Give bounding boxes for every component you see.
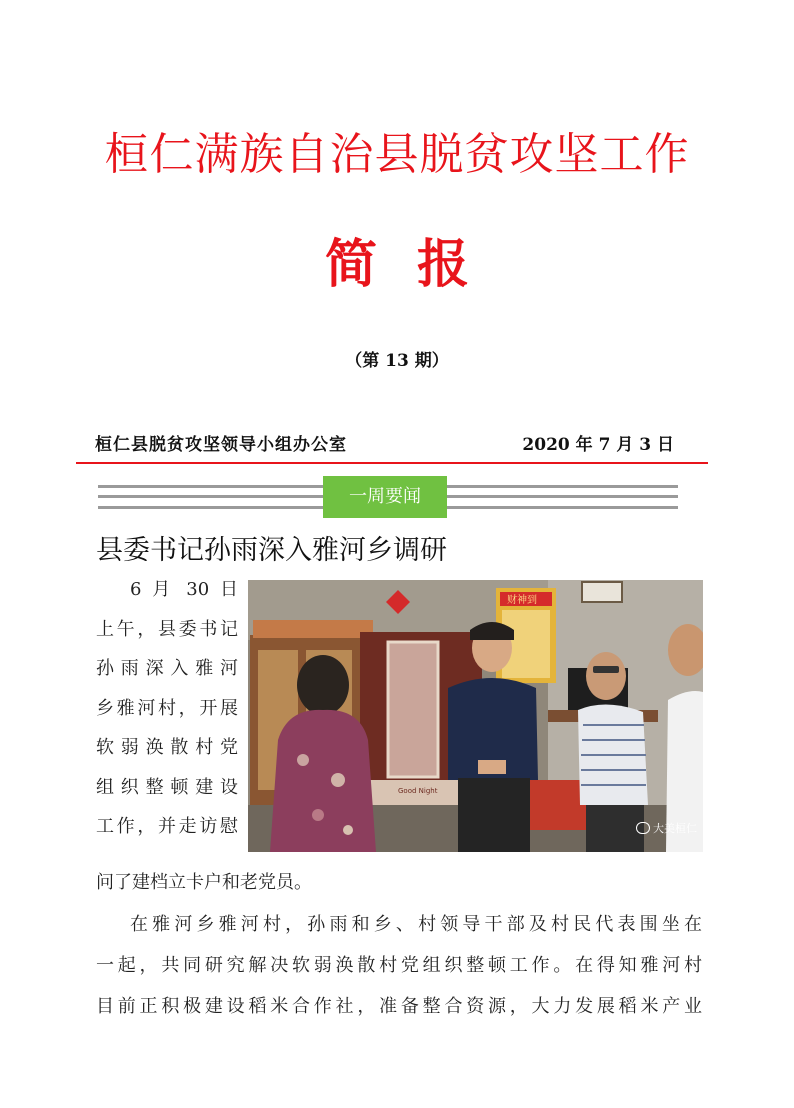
wechat-icon (636, 822, 650, 834)
text-line: 工作，并走访慰 (96, 816, 238, 837)
poster-text: 财神到 (507, 595, 537, 606)
masthead-title: 桓仁满族自治县脱贫攻坚工作 (104, 129, 690, 180)
masthead-subtitle: 简报 (324, 235, 509, 295)
issue-date: 2020 年 7 月 3 日 (522, 435, 674, 455)
text-line: 乡雅河村，开展 (96, 697, 238, 719)
photo-watermark (636, 820, 697, 836)
text-line: 在雅河乡雅河村，孙雨和乡、村领导干部及村民代表围坐在 (130, 914, 702, 935)
text-line: 问了建档立卡户和老党员。 (96, 872, 312, 893)
article-paragraph (96, 904, 702, 1027)
text-line: 上午，县委书记 (96, 618, 238, 640)
text-line: 一起，共同研究解决软弱涣散村党组织整顿工作。在得知雅河村 (96, 955, 702, 976)
issuing-office: 桓仁县脱贫攻坚领导小组办公室 (95, 435, 347, 455)
text-line: 软弱涣散村党 (96, 737, 238, 758)
section-tag: 一周要闻 (323, 476, 447, 518)
text-line: 孙雨深入雅河 (96, 658, 238, 679)
issue-number: （第 13 期） (345, 351, 449, 371)
masthead-divider (76, 462, 708, 464)
photo-illustration (248, 580, 703, 852)
article-title: 县委书记孙雨深入雅河乡调研 (96, 535, 447, 566)
text-line: 组织整顿建设 (96, 776, 238, 798)
article-photo (248, 580, 703, 852)
watermark-text: 大美桓仁 (653, 822, 697, 835)
bed-text: Good Night (398, 787, 438, 795)
text-line: 6 月 30 日 (130, 579, 238, 600)
article-wrap-text (96, 570, 238, 847)
text-line: 目前正积极建设稻米合作社，准备整合资源，大力发展稻米产业 (96, 996, 702, 1017)
